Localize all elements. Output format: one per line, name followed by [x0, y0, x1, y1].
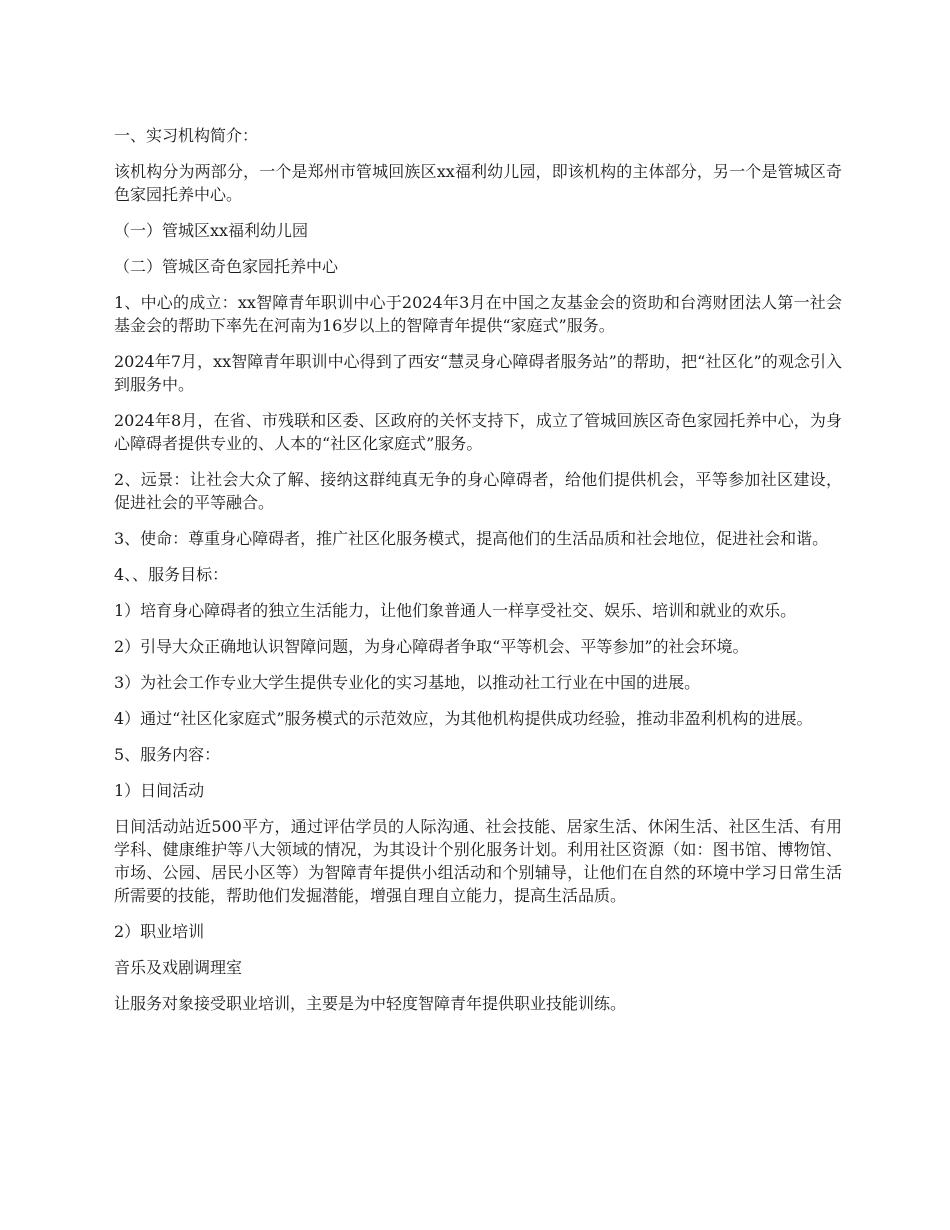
list-item-goal-1: 1）培育身心障碍者的独立生活能力，让他们象普通人一样享受社交、娱乐、培训和就业的欢乐。 [114, 601, 797, 620]
paragraph-day-activities: 日间活动站近500平方，通过评估学员的人际沟通、社会技能、居家生活、休闲生活、社区生活、有用学科、健康维护等八大领域的情况，为其设计个别化服务计划。利用社区资源（如：图书馆、博物馆、市场、公园、居民小区等）为智障青年提供小组活动和个别辅导，让他们在自然的环境中学习日常生活所需要的技能，帮助他们发掘潜能，增强自理自立能力，提高生活品质。 [114, 817, 842, 905]
paragraph-center-founding: 1、中心的成立：xx智障青年职训中心于2024年3月在中国之友基金会的资助和台湾财团法人第一社会基金会的帮助下率先在河南为16岁以上的智障青年提供“家庭式”服务。 [114, 293, 842, 335]
paragraph-vision: 2、远景：让社会大众了解、接纳这群纯真无争的身心障碍者，给他们提供机会，平等参加社区建设，促进社会的平等融合。 [114, 470, 842, 512]
subheading-care-center: （二）管城区奇色家园托养中心 [114, 257, 339, 276]
document-body [114, 124, 842, 1028]
paragraph-institution-overview: 该机构分为两部分，一个是郑州市管城回族区xx福利幼儿园，即该机构的主体部分，另一个是管城区奇色家园托养中心。 [114, 162, 842, 204]
subheading-day-activities: 1）日间活动 [114, 781, 205, 800]
list-item-goal-3: 3）为社会工作专业大学生提供专业化的实习基地，以推动社工行业在中国的进展。 [114, 673, 701, 692]
paragraph-august-2024: 2024年8月，在省、市残联和区委、区政府的关怀支持下，成立了管城回族区奇色家园托养中心，为身心障碍者提供专业的、人本的“社区化家庭式”服务。 [114, 411, 842, 453]
subheading-vocational-training: 2）职业培训 [114, 922, 205, 941]
paragraph-mission: 3、使命：尊重身心障碍者，推广社区化服务模式，提高他们的生活品质和社会地位，促进社会和谐。 [114, 529, 829, 548]
list-item-goal-4: 4）通过“社区化家庭式”服务模式的示范效应，为其他机构提供成功经验，推动非盈利机构的进展。 [114, 709, 813, 728]
section-heading-institution-intro: 一、实习机构简介： [114, 126, 259, 145]
subheading-music-drama-room: 音乐及戏剧调理室 [114, 958, 243, 977]
subheading-kindergarten: （一）管城区xx福利幼儿园 [114, 221, 309, 240]
list-item-goal-2: 2）引导大众正确地认识智障问题，为身心障碍者争取“平等机会、平等参加”的社会环境。 [114, 637, 749, 656]
heading-service-content: 5、服务内容： [114, 745, 221, 764]
paragraph-july-2024: 2024年7月，xx智障青年职训中心得到了西安“慧灵身心障碍者服务站”的帮助，把“社区化”的观念引入到服务中。 [114, 352, 842, 394]
paragraph-vocational-training: 让服务对象接受职业培训，主要是为中轻度智障青年提供职业技能训练。 [114, 994, 627, 1013]
heading-service-goals: 4、、服务目标： [114, 565, 229, 584]
